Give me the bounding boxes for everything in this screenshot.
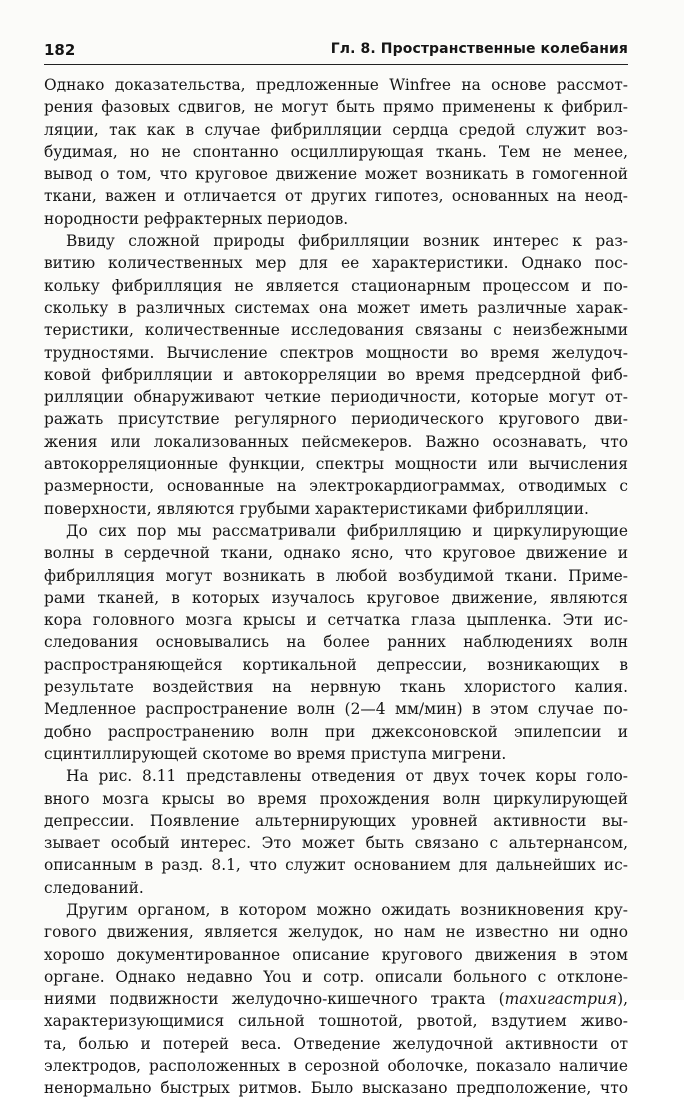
- text-line: теристики, количественные исследования связаны с неизбежными: [44, 321, 628, 340]
- text-line: та, болью и потерей веса. Отведение желудочной активности от: [44, 1034, 628, 1053]
- text-line: ткани, важен и отличается от других гипотез, основанных на неод-: [44, 187, 628, 206]
- italic-term: тахигастрия: [504, 990, 618, 1009]
- page-header: [44, 38, 628, 65]
- body-text: [44, 74, 628, 1100]
- paragraph-5: [44, 899, 628, 1100]
- text-line: Ввиду сложной природы фибрилляции возник интерес к раз-: [66, 232, 628, 251]
- text-line: следований.: [44, 878, 144, 897]
- running-head: Гл. 8. Пространственные колебания: [330, 41, 628, 57]
- paragraph-3: [44, 520, 628, 765]
- text-line: добно распространению волн при джексоновской эпилепсии и: [44, 722, 628, 741]
- text-line: кольку фибрилляция не является стационарным процессом и по-: [44, 276, 628, 295]
- text-line: размерности, основанные на электрокардиограммах, отводимых с: [44, 477, 628, 496]
- text-line: Медленное распространение волн (2—4 мм/мин) в этом случае по-: [44, 700, 628, 719]
- paragraph-1: [44, 74, 628, 230]
- paragraph-4: [44, 765, 628, 899]
- text-line: фибрилляция могут возникать в любой возбудимой ткани. Приме-: [44, 566, 628, 585]
- text-line: зывает особый интерес. Это может быть связано с альтернансом,: [44, 834, 628, 853]
- text-line: органе. Однако недавно You и сотр. описали больного с отклоне-: [44, 967, 628, 986]
- text-line: распространяющейся кортикальной депрессии, возникающих в: [44, 655, 628, 674]
- text-line: автокорреляционные функции, спектры мощности или вычисления: [44, 455, 628, 474]
- text-line: депрессии. Появление альтернирующих уровней активности вы-: [44, 811, 628, 830]
- text-line: сцинтиллирующей скотоме во время приступа мигрени.: [44, 744, 507, 763]
- text-line: На рис. 8.11 представлены отведения от двух точек коры голо-: [66, 767, 628, 786]
- text-line-with-italic: [44, 988, 628, 1010]
- text-line: трудностями. Вычисление спектров мощности во время желудоч-: [44, 343, 628, 362]
- text-fragment: ),: [617, 990, 628, 1009]
- text-line: рения фазовых сдвигов, не могут быть прямо применены к фибрил-: [44, 98, 628, 117]
- text-line: витию количественных мер для ее характеристики. Однако пос-: [44, 254, 628, 273]
- text-line: хорошо документированное описание кругового движения в этом: [44, 945, 628, 964]
- text-line: волны в сердечной ткани, однако ясно, что круговое движение и: [44, 544, 628, 563]
- text-line: ляции, так как в случае фибрилляции сердца средой служит воз-: [44, 120, 628, 139]
- text-line: скольку в различных системах она может иметь различные харак-: [44, 298, 628, 317]
- page-number: 182: [44, 41, 76, 59]
- text-line: До сих пор мы рассматривали фибрилляцию и циркулирующие: [66, 521, 628, 540]
- text-line: описанным в разд. 8.1, что служит основанием для дальнейших ис-: [44, 856, 628, 875]
- text-line: гового движения, является желудок, но нам не известно ни одно: [44, 923, 628, 942]
- text-line: ражать присутствие регулярного периодического кругового дви-: [44, 410, 628, 429]
- text-line: характеризующимися сильной тошнотой, рвотой, вздутием живо-: [44, 1012, 628, 1031]
- text-line: электродов, расположенных в серозной оболочке, показало наличие: [44, 1057, 628, 1076]
- text-line: рами тканей, в которых изучалось круговое движение, являются: [44, 588, 628, 607]
- text-line: вного мозга крысы во время прохождения волн циркулирующей: [44, 789, 628, 808]
- text-fragment: ниями подвижности желудочно-кишечного тракта (: [44, 990, 505, 1009]
- text-line: результате воздействия на нервную ткань хлористого калия.: [44, 678, 628, 697]
- text-line: нородности рефрактерных периодов.: [44, 209, 349, 228]
- text-line: вывод о том, что круговое движение может возникать в гомогенной: [44, 165, 628, 184]
- paragraph-2: [44, 230, 628, 520]
- text-line: следования основывались на более ранних наблюдениях волн: [44, 633, 628, 652]
- text-line: жения или локализованных пейсмекеров. Важно осознавать, что: [44, 432, 628, 451]
- text-line: Однако доказательства, предложенные Winfree на основе рассмот-: [44, 76, 628, 94]
- text-line: Другим органом, в котором можно ожидать возникновения кру-: [66, 900, 628, 919]
- text-line: ненормально быстрых ритмов. Было высказано предположение, что: [44, 1079, 628, 1098]
- text-line: будимая, но не спонтанно осциллирующая ткань. Тем не менее,: [44, 142, 628, 161]
- text-line: ковой фибрилляции и автокорреляции во время предсердной фиб-: [44, 365, 628, 384]
- text-line: кора головного мозга крысы и сетчатка глаза цыпленка. Эти ис-: [44, 611, 628, 630]
- text-line: поверхности, являются грубыми характеристиками фибрилляции.: [44, 499, 589, 518]
- text-line: рилляции обнаруживают четкие периодичности, которые могут от-: [44, 388, 628, 407]
